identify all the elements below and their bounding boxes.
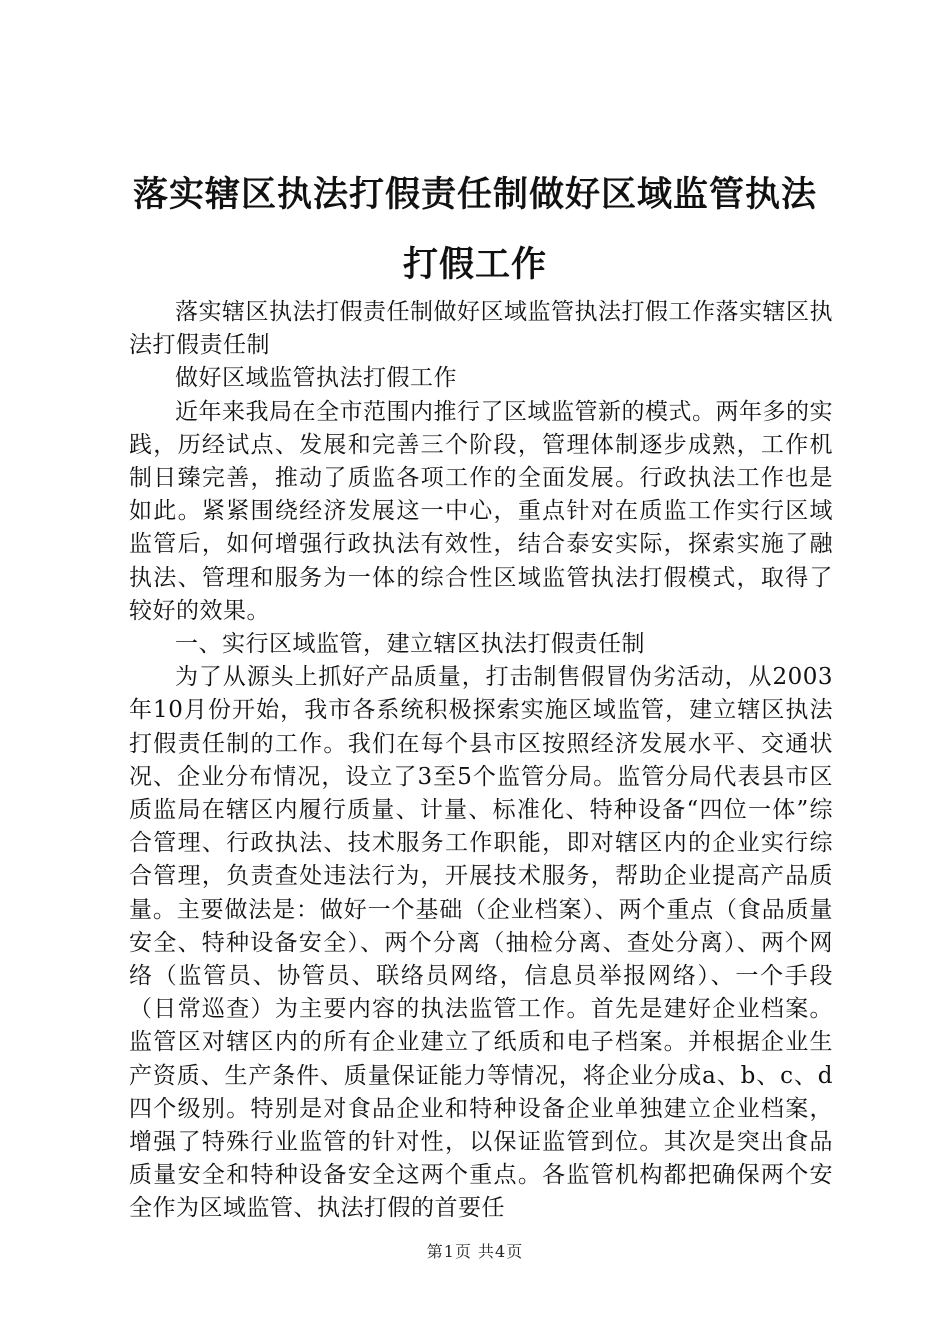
document-body	[129, 296, 833, 1226]
paragraph-intro: 落实辖区执法打假责任制做好区域监管执法打假工作落实辖区执法打假责任制	[129, 299, 833, 359]
document-title: 落实辖区执法打假责任制做好区域监管执法打假工作	[132, 175, 817, 285]
page-number-footer: 第1页 共4页	[426, 1242, 524, 1261]
paragraph-background: 近年来我局在全市范围内推行了区域监管新的模式。两年多的实践，历经试点、发展和完善三个阶段，管理体制逐步成熟，工作机制日臻完善，推动了质监各项工作的全面发展。行政执法工作也是如此。紧紧围绕经济发展这一中心，重点针对在质监工作实行区域监管后，如何增强行政执法有效性，结合泰安实际，探索实施了融执法、管理和服务为一体的综合性区域监管执法打假模式，取得了较好的效果。	[129, 398, 833, 624]
paragraph-section-1: 为了从源头上抓好产品质量，打击制售假冒伪劣活动，从2003年10月份开始，我市各系统积极探索实施区域监管，建立辖区执法打假责任制的工作。我们在每个县市区按照经济发展水平、交通状况、企业分布情况，设立了3至5个监管分局。监管分局代表县市区质监局在辖区内履行质量、计量、标准化、特种设备“四位一体”综合管理、行政执法、技术服务工作职能，即对辖区内的企业实行综合管理，负责查处违法行为，开展技术服务，帮助企业提高产品质量。主要做法是：做好一个基础（企业档案）、两个重点（食品质量安全、特种设备安全）、两个分离（抽检分离、查处分离）、两个网络（监管员、协管员、联络员网络，信息员举报网络）、一个手段（日常巡查）为主要内容的执法监管工作。首先是建好企业档案。监管区对辖区内的所有企业建立了纸质和电子档案。并根据企业生产资质、生产条件、质量保证能力等情况，将企业分成a、b、c、d四个级别。特别是对食品企业和特种设备企业单独建立企业档案，增强了特殊行业监管的针对性，以保证监管到位。其次是突出食品质量安全和特种设备安全这两个重点。各监管机构都把确保两个安全作为区域监管、执法打假的首要任	[129, 664, 833, 1222]
paragraph-subtitle: 做好区域监管执法打假工作	[175, 365, 457, 392]
section-heading-1: 一、实行区域监管，建立辖区执法打假责任制	[175, 631, 645, 658]
